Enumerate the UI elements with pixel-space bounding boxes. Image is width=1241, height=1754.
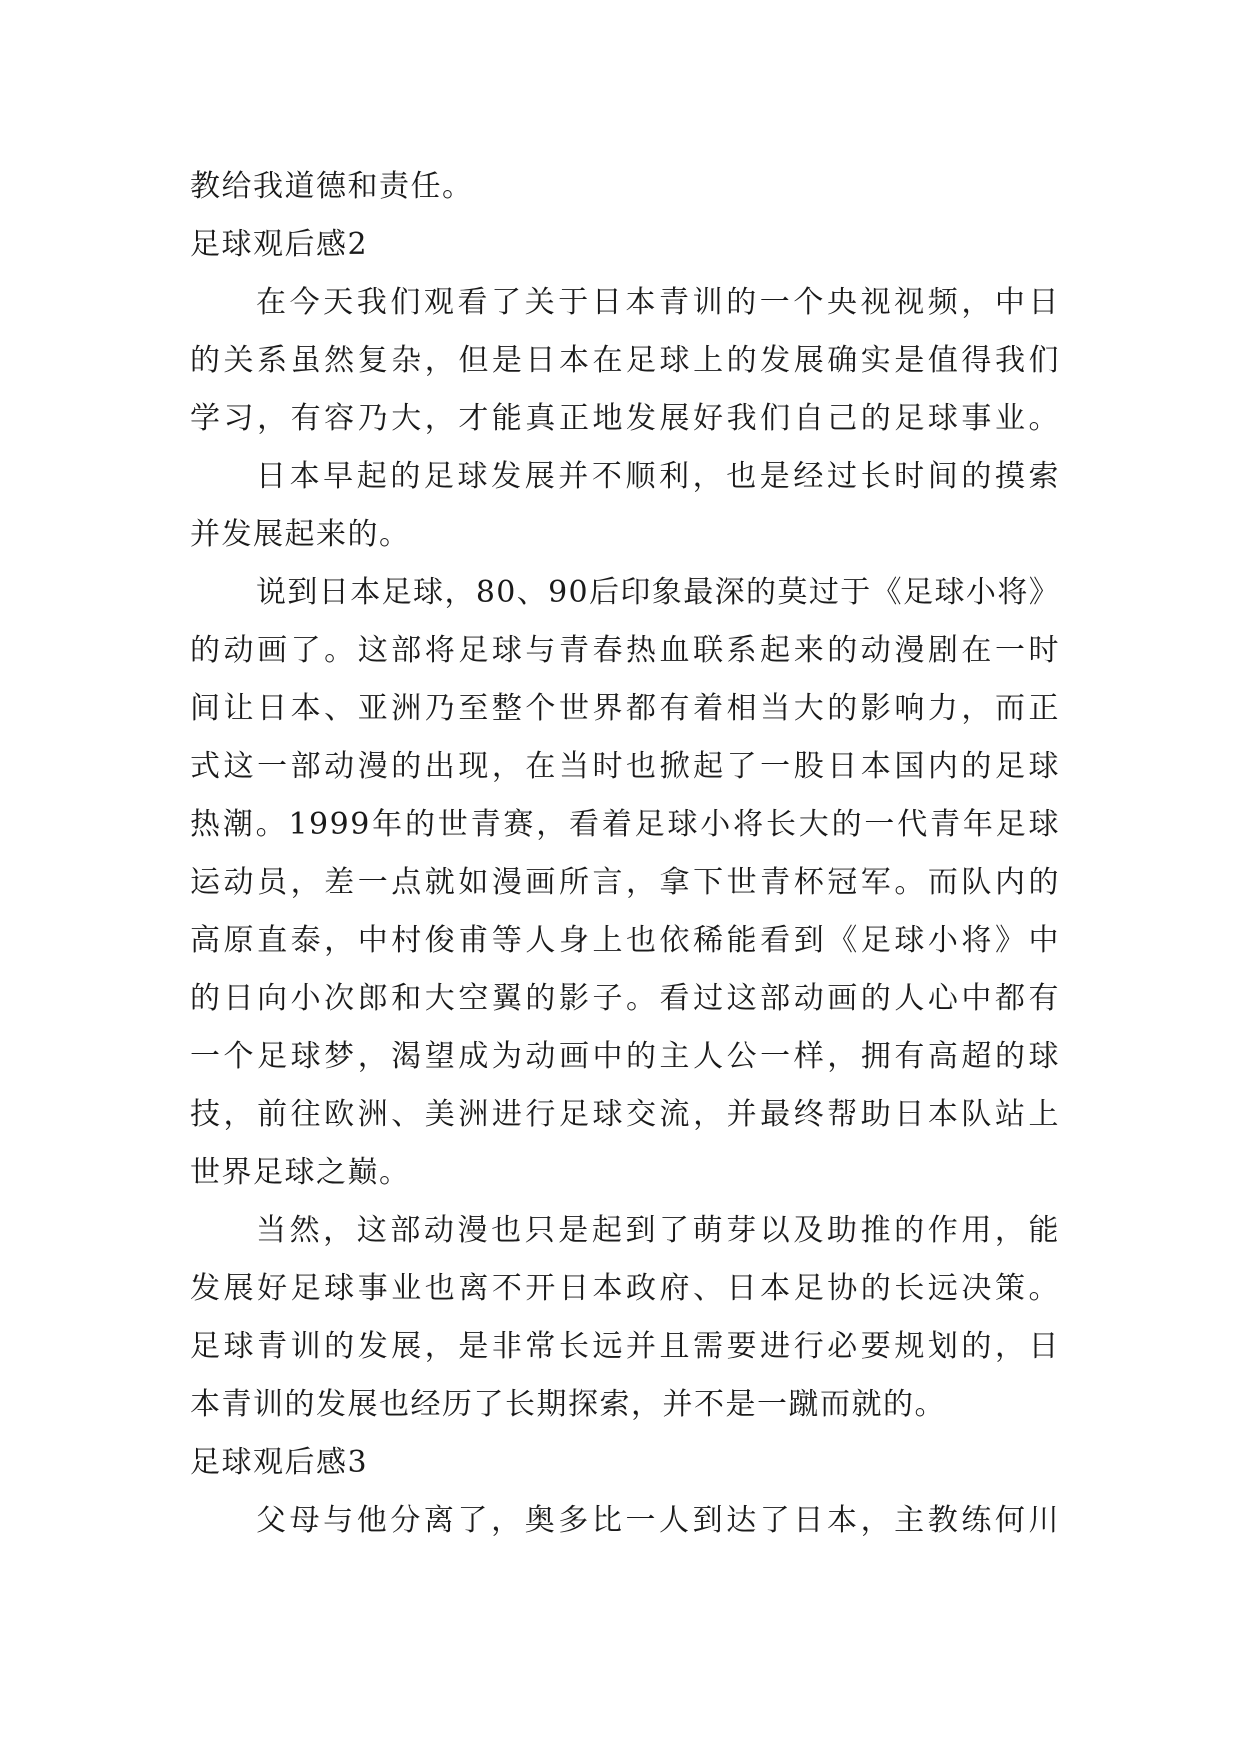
paragraph-line: 技，前往欧洲、美洲进行足球交流，并最终帮助日本队站上 — [190, 1097, 1060, 1132]
paragraph-line: 一个足球梦，渴望成为动画中的主人公一样，拥有高超的球 — [190, 1039, 1060, 1074]
paragraph-line: 的日向小次郎和大空翼的影子。看过这部动画的人心中都有 — [190, 981, 1060, 1016]
section-heading: 足球观后感3 — [190, 1445, 369, 1480]
paragraph-line: 高原直泰，中村俊甫等人身上也依稀能看到《足球小将》中 — [190, 923, 1060, 958]
paragraph-line: 在今天我们观看了关于日本青训的一个央视视频，中日 — [256, 285, 1060, 320]
paragraph-line: 世界足球之巅。 — [190, 1155, 411, 1190]
paragraph-line: 发展好足球事业也离不开日本政府、日本足协的长远决策。 — [190, 1271, 1060, 1306]
paragraph-line: 式这一部动漫的出现，在当时也掀起了一股日本国内的足球 — [190, 749, 1060, 784]
paragraph-line: 足球青训的发展，是非常长远并且需要进行必要规划的，日 — [190, 1329, 1060, 1364]
paragraph-line: 间让日本、亚洲乃至整个世界都有着相当大的影响力，而正 — [190, 691, 1060, 726]
paragraph-line: 的关系虽然复杂，但是日本在足球上的发展确实是值得我们 — [190, 343, 1060, 378]
paragraph-line: 并发展起来的。 — [190, 517, 411, 552]
paragraph-line: 热潮。1999年的世青赛，看着足球小将长大的一代青年足球 — [190, 807, 1060, 842]
paragraph-line: 的动画了。这部将足球与青春热血联系起来的动漫剧在一时 — [190, 633, 1060, 668]
paragraph-line: 当然，这部动漫也只是起到了萌芽以及助推的作用，能 — [256, 1213, 1060, 1248]
paragraph-line: 日本早起的足球发展并不顺利，也是经过长时间的摸索 — [256, 459, 1060, 494]
paragraph-line: 说到日本足球，80、90后印象最深的莫过于《足球小将》 — [256, 575, 1060, 610]
text-line: 教给我道德和责任。 — [190, 169, 474, 204]
section-heading: 足球观后感2 — [190, 227, 369, 262]
paragraph-line: 本青训的发展也经历了长期探索，并不是一蹴而就的。 — [190, 1387, 946, 1422]
paragraph-line: 父母与他分离了，奥多比一人到达了日本，主教练何川 — [256, 1503, 1060, 1538]
paragraph-line: 学习，有容乃大，才能真正地发展好我们自己的足球事业。 — [190, 401, 1060, 436]
document-body — [190, 158, 1060, 1550]
paragraph-line: 运动员，差一点就如漫画所言，拿下世青杯冠军。而队内的 — [190, 865, 1060, 900]
